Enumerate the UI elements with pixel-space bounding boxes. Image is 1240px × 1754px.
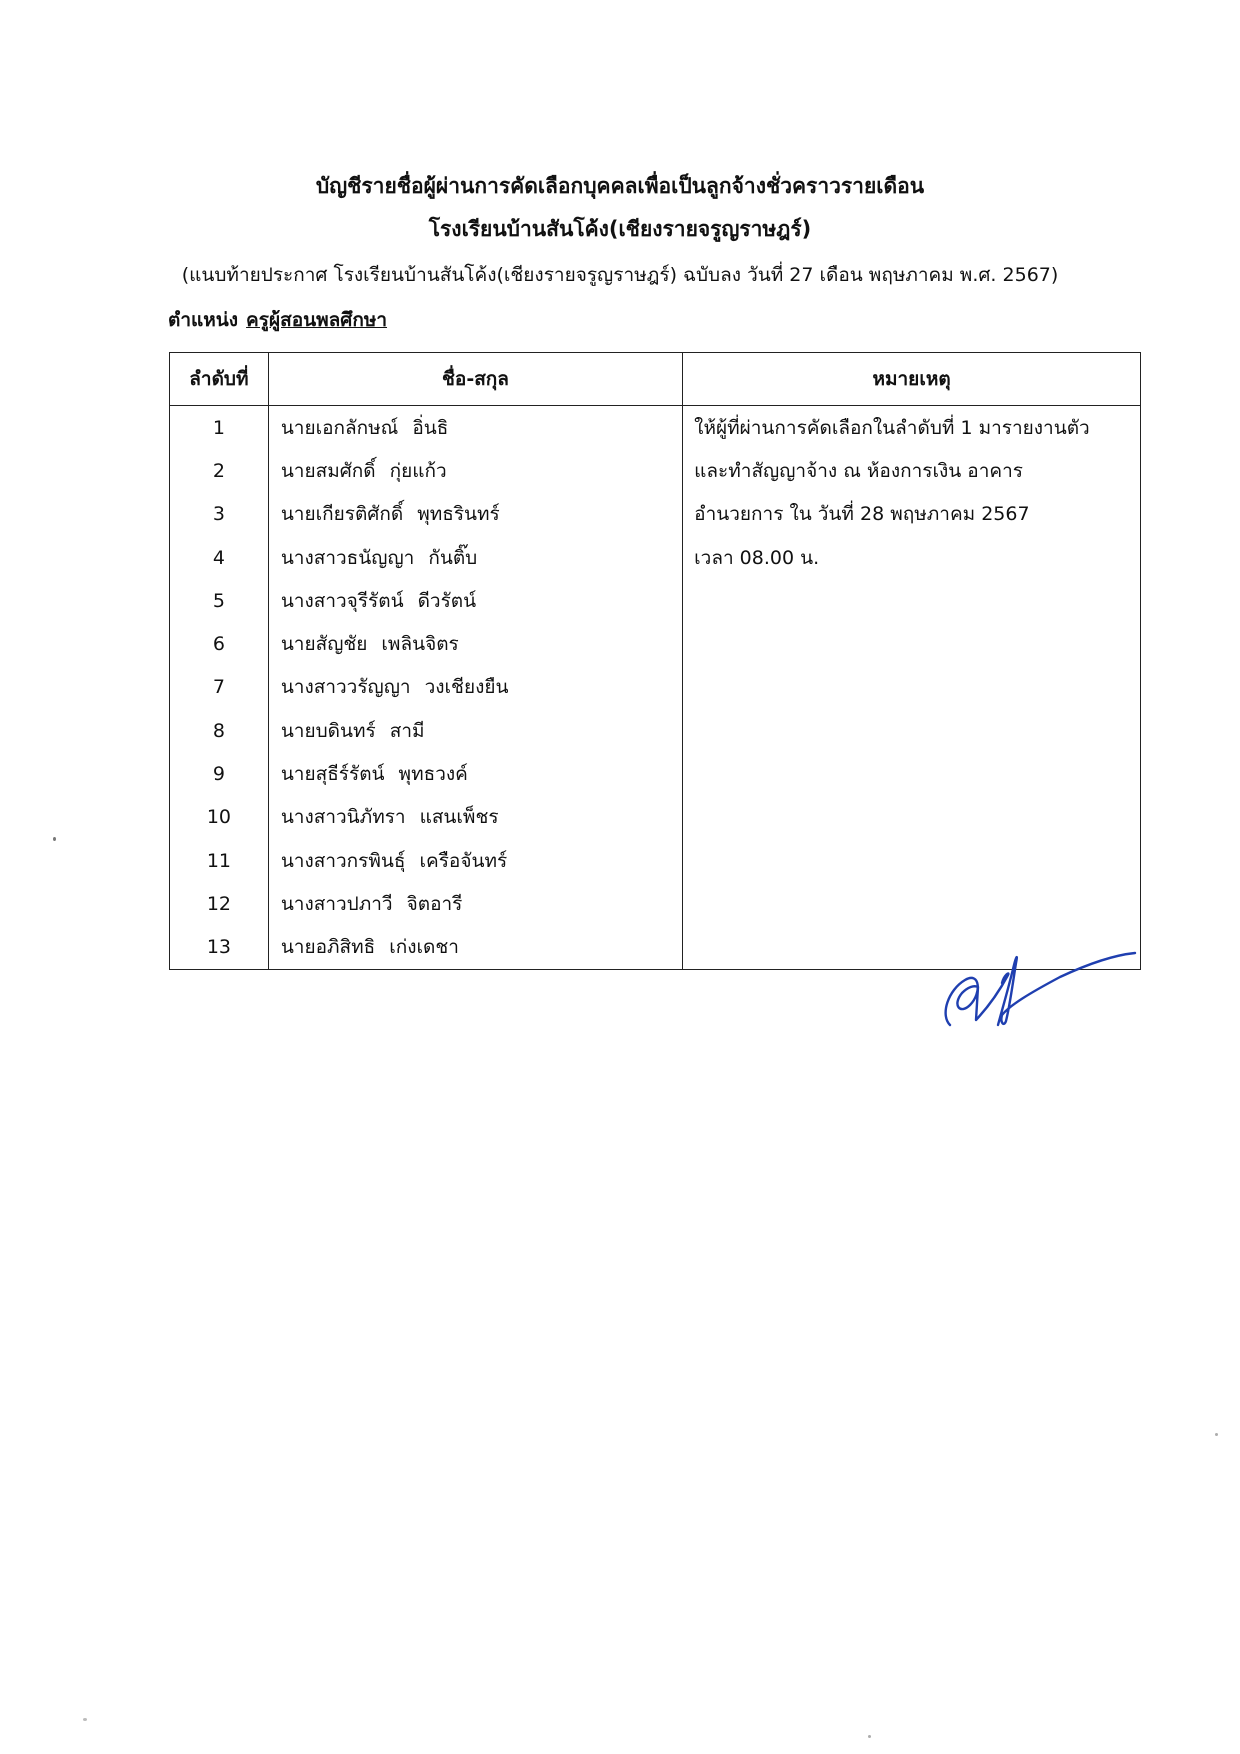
scan-speck <box>53 837 56 841</box>
candidate-first-name: นางสาวจุรีรัตน์ <box>280 589 404 612</box>
table-body <box>170 406 1141 970</box>
row-number: 11 <box>170 839 269 882</box>
candidates-table <box>169 352 1141 970</box>
scan-speck <box>868 1735 871 1738</box>
candidate-last-name: แสนเพ็ชร <box>419 806 499 829</box>
candidate-first-name: นางสาวธนัญญา <box>280 546 415 569</box>
row-number: 2 <box>170 449 269 492</box>
remark-cell <box>683 709 1141 752</box>
candidate-first-name: นางสาวกรพินธุ์ <box>280 849 406 872</box>
table-row <box>170 709 1141 752</box>
candidate-name <box>268 493 682 536</box>
row-number: 10 <box>170 796 269 839</box>
row-number: 8 <box>170 709 269 752</box>
candidate-name <box>268 882 682 925</box>
remark-line: และทำสัญญาจ้าง ณ ห้องการเงิน อาคาร <box>683 449 1141 492</box>
remark-cell <box>683 882 1141 925</box>
candidate-first-name: นายสมศักดิ์ <box>280 459 376 482</box>
candidate-first-name: นางสาวปภาวี <box>280 892 393 915</box>
table-row <box>170 579 1141 622</box>
document-title: บัญชีรายชื่อผู้ผ่านการคัดเลือกบุคคลเพื่อเป็นลูกจ้างชั่วคราวรายเดือน <box>315 174 925 198</box>
candidate-name <box>268 536 682 579</box>
signature-mark <box>930 935 1140 1035</box>
scan-speck <box>83 1718 87 1721</box>
header-no: ลำดับที่ <box>170 353 269 406</box>
table-row <box>170 752 1141 795</box>
table-row <box>170 536 1141 579</box>
candidate-name <box>268 622 682 665</box>
candidate-last-name: อิ่นธิ <box>412 416 449 439</box>
remark-cell <box>683 666 1141 709</box>
remark-line: ให้ผู้ที่ผ่านการคัดเลือกในลำดับที่ 1 มารายงานตัว <box>683 406 1141 450</box>
table-row <box>170 839 1141 882</box>
remark-cell <box>683 579 1141 622</box>
candidate-name <box>268 796 682 839</box>
header-name: ชื่อ-สกุล <box>268 353 682 406</box>
row-number: 3 <box>170 493 269 536</box>
candidate-first-name: นายเอกลักษณ์ <box>280 416 399 439</box>
candidate-first-name: นางสาววรัญญา <box>280 676 411 699</box>
candidate-first-name: นายเกียรติศักดิ์ <box>280 503 404 526</box>
remark-line: อำนวยการ ใน วันที่ 28 พฤษภาคม 2567 <box>683 493 1141 536</box>
candidate-name <box>268 709 682 752</box>
table-row <box>170 406 1141 450</box>
table-row <box>170 622 1141 665</box>
candidate-name <box>268 839 682 882</box>
candidate-last-name: ดีวรัตน์ <box>417 589 477 612</box>
row-number: 1 <box>170 406 269 450</box>
row-number: 7 <box>170 666 269 709</box>
candidate-first-name: นายสัญชัย <box>280 633 368 656</box>
position-value: ครูผู้สอนพลศึกษา <box>246 309 388 331</box>
table-row <box>170 666 1141 709</box>
candidate-last-name: กุ่ยแก้ว <box>389 459 447 482</box>
candidate-last-name: พุทธรินทร์ <box>417 503 500 526</box>
candidate-name <box>268 406 682 450</box>
row-number: 12 <box>170 882 269 925</box>
table-row <box>170 493 1141 536</box>
candidate-last-name: กันติ๊บ <box>428 546 478 569</box>
announcement-reference: (แนบท้ายประกาศ โรงเรียนบ้านสันโค้ง(เชียงรายจรูญราษฎร์) ฉบับลง วันที่ 27 เดือน พฤษภาคม พ.ศ. 2567) <box>181 264 1059 286</box>
school-name: โรงเรียนบ้านสันโค้ง(เชียงรายจรูญราษฎร์) <box>428 217 812 241</box>
scan-speck <box>1215 1433 1218 1436</box>
candidate-name <box>268 579 682 622</box>
position-line <box>168 305 387 335</box>
candidate-last-name: เพลินจิตร <box>381 633 459 656</box>
candidate-last-name: เครือจันทร์ <box>419 849 508 872</box>
candidate-last-name: เก่งเดชา <box>389 936 459 959</box>
remark-cell <box>683 796 1141 839</box>
table-row <box>170 796 1141 839</box>
candidate-last-name: พุทธวงค์ <box>398 763 468 786</box>
candidate-first-name: นางสาวนิภัทรา <box>280 806 406 829</box>
row-number: 5 <box>170 579 269 622</box>
position-label: ตำแหน่ง <box>168 309 239 331</box>
remark-line: เวลา 08.00 น. <box>683 536 1141 579</box>
candidate-last-name: วงเชียงยืน <box>424 676 509 699</box>
candidate-name <box>268 926 682 970</box>
remark-cell <box>683 839 1141 882</box>
candidate-name <box>268 449 682 492</box>
candidate-last-name: จิตอารี <box>406 892 463 915</box>
row-number: 4 <box>170 536 269 579</box>
candidate-first-name: นายอภิสิทธิ <box>280 936 376 959</box>
candidate-first-name: นายบดินทร์ <box>280 719 376 742</box>
candidate-last-name: สามี <box>389 719 425 742</box>
row-number: 6 <box>170 622 269 665</box>
remark-cell <box>683 752 1141 795</box>
candidate-name <box>268 752 682 795</box>
row-number: 9 <box>170 752 269 795</box>
table-header-row <box>170 353 1141 406</box>
candidate-name <box>268 666 682 709</box>
candidate-first-name: นายสุธีร์รัตน์ <box>280 763 385 786</box>
header-remark: หมายเหตุ <box>683 353 1141 406</box>
row-number: 13 <box>170 926 269 970</box>
table-row <box>170 882 1141 925</box>
table-row <box>170 449 1141 492</box>
remark-cell <box>683 622 1141 665</box>
